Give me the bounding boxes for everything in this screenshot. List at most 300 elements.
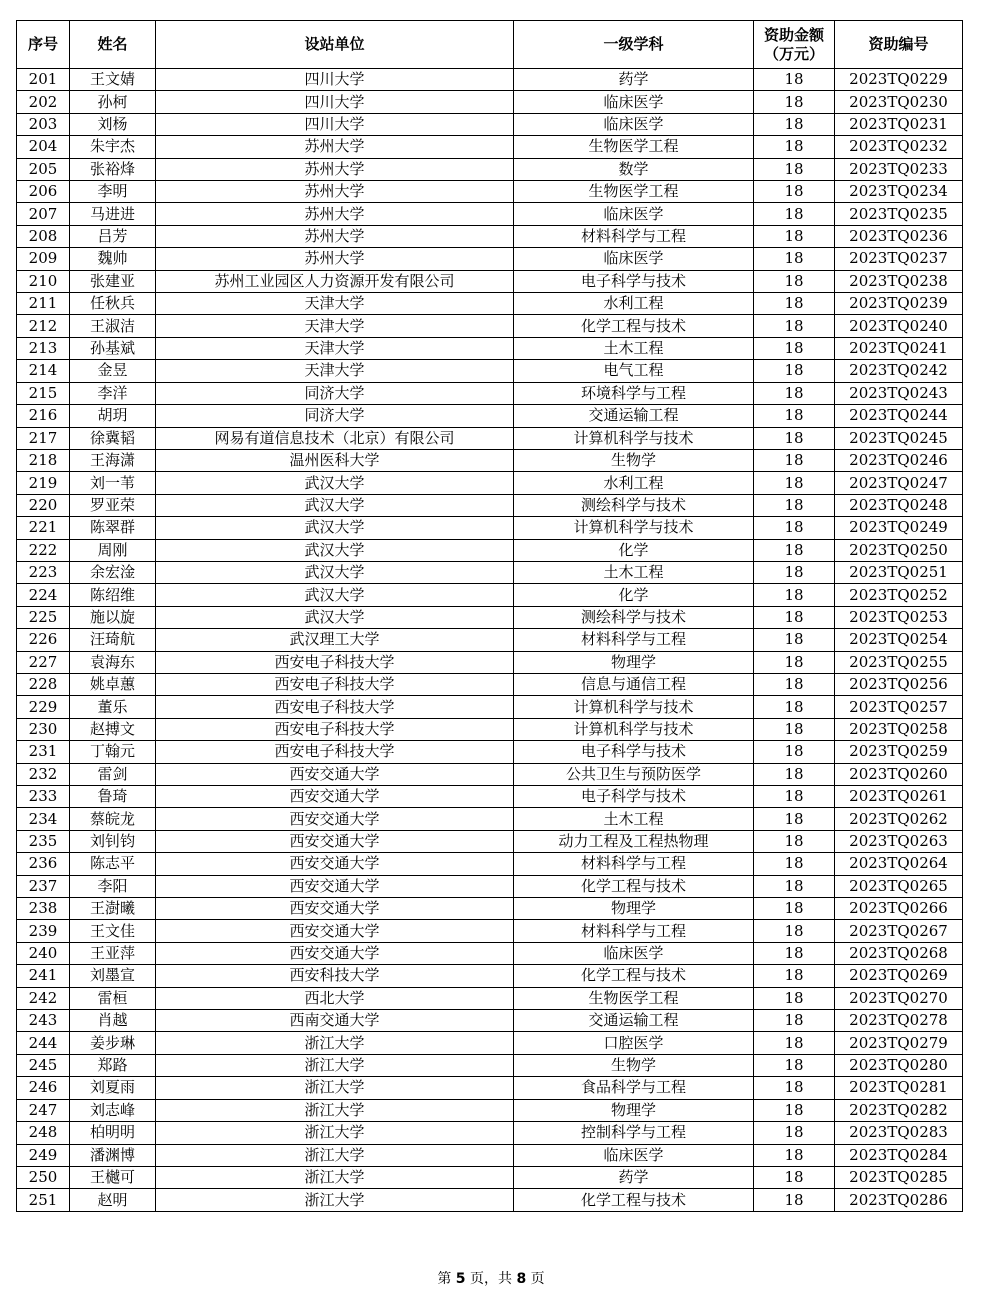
cell-grant-id: 2023TQ0252	[835, 584, 963, 606]
cell-amount: 18	[754, 158, 835, 180]
cell-index: 218	[17, 449, 70, 471]
cell-discipline: 临床医学	[514, 1144, 754, 1166]
cell-name: 任秋兵	[70, 293, 156, 315]
cell-grant-id: 2023TQ0243	[835, 382, 963, 404]
cell-grant-id: 2023TQ0230	[835, 91, 963, 113]
cell-amount: 18	[754, 584, 835, 606]
cell-amount: 18	[754, 113, 835, 135]
cell-grant-id: 2023TQ0245	[835, 427, 963, 449]
cell-institution: 天津大学	[156, 360, 514, 382]
cell-amount: 18	[754, 337, 835, 359]
cell-name: 丁翰元	[70, 741, 156, 763]
cell-amount: 18	[754, 225, 835, 247]
cell-index: 209	[17, 248, 70, 270]
cell-amount: 18	[754, 449, 835, 471]
cell-institution: 四川大学	[156, 91, 514, 113]
cell-index: 244	[17, 1032, 70, 1054]
cell-grant-id: 2023TQ0254	[835, 629, 963, 651]
cell-institution: 浙江大学	[156, 1144, 514, 1166]
table-row	[17, 1054, 963, 1076]
cell-institution: 西安电子科技大学	[156, 718, 514, 740]
cell-grant-id: 2023TQ0263	[835, 830, 963, 852]
table-row	[17, 920, 963, 942]
cell-grant-id: 2023TQ0232	[835, 136, 963, 158]
table-row	[17, 181, 963, 203]
cell-name: 魏帅	[70, 248, 156, 270]
cell-index: 211	[17, 293, 70, 315]
cell-amount: 18	[754, 360, 835, 382]
cell-name: 刘杨	[70, 113, 156, 135]
cell-index: 201	[17, 69, 70, 91]
cell-index: 242	[17, 987, 70, 1009]
cell-index: 234	[17, 808, 70, 830]
cell-institution: 浙江大学	[156, 1077, 514, 1099]
cell-institution: 西安电子科技大学	[156, 651, 514, 673]
cell-discipline: 药学	[514, 1166, 754, 1188]
cell-index: 237	[17, 875, 70, 897]
table-row	[17, 203, 963, 225]
cell-name: 孙柯	[70, 91, 156, 113]
table-row	[17, 472, 963, 494]
table-row	[17, 965, 963, 987]
cell-discipline: 物理学	[514, 1099, 754, 1121]
cell-discipline: 药学	[514, 69, 754, 91]
table-row	[17, 853, 963, 875]
cell-index: 231	[17, 741, 70, 763]
cell-amount: 18	[754, 1032, 835, 1054]
cell-discipline: 化学工程与技术	[514, 1189, 754, 1211]
cell-name: 陈绍维	[70, 584, 156, 606]
table-row	[17, 1166, 963, 1188]
cell-amount: 18	[754, 1077, 835, 1099]
cell-name: 徐冀韬	[70, 427, 156, 449]
funding-table	[16, 20, 963, 1212]
cell-institution: 西安科技大学	[156, 965, 514, 987]
cell-index: 251	[17, 1189, 70, 1211]
cell-discipline: 化学	[514, 584, 754, 606]
cell-name: 王文佳	[70, 920, 156, 942]
cell-grant-id: 2023TQ0229	[835, 69, 963, 91]
table-row	[17, 808, 963, 830]
cell-grant-id: 2023TQ0280	[835, 1054, 963, 1076]
cell-index: 247	[17, 1099, 70, 1121]
cell-index: 230	[17, 718, 70, 740]
cell-index: 228	[17, 673, 70, 695]
table-row	[17, 606, 963, 628]
cell-amount: 18	[754, 875, 835, 897]
cell-institution: 武汉大学	[156, 606, 514, 628]
cell-discipline: 公共卫生与预防医学	[514, 763, 754, 785]
cell-amount: 18	[754, 808, 835, 830]
cell-name: 刘志峰	[70, 1099, 156, 1121]
cell-amount: 18	[754, 965, 835, 987]
table-row	[17, 786, 963, 808]
table-row	[17, 1010, 963, 1032]
cell-grant-id: 2023TQ0231	[835, 113, 963, 135]
cell-amount: 18	[754, 987, 835, 1009]
cell-index: 226	[17, 629, 70, 651]
cell-institution: 武汉大学	[156, 539, 514, 561]
table-row	[17, 741, 963, 763]
cell-amount: 18	[754, 203, 835, 225]
cell-grant-id: 2023TQ0234	[835, 181, 963, 203]
table-row	[17, 673, 963, 695]
cell-name: 郑路	[70, 1054, 156, 1076]
cell-amount: 18	[754, 248, 835, 270]
cell-name: 柏明明	[70, 1122, 156, 1144]
footer-middle: 页，共	[465, 1271, 517, 1287]
cell-amount: 18	[754, 270, 835, 292]
cell-amount: 18	[754, 91, 835, 113]
cell-index: 203	[17, 113, 70, 135]
cell-discipline: 动力工程及工程热物理	[514, 830, 754, 852]
footer-total-pages: 8	[516, 1271, 527, 1287]
cell-institution: 西北大学	[156, 987, 514, 1009]
cell-name: 金昱	[70, 360, 156, 382]
cell-amount: 18	[754, 942, 835, 964]
cell-amount: 18	[754, 696, 835, 718]
cell-index: 206	[17, 181, 70, 203]
cell-institution: 浙江大学	[156, 1054, 514, 1076]
cell-grant-id: 2023TQ0255	[835, 651, 963, 673]
cell-name: 雷桓	[70, 987, 156, 1009]
cell-name: 鲁琦	[70, 786, 156, 808]
cell-discipline: 临床医学	[514, 942, 754, 964]
cell-grant-id: 2023TQ0237	[835, 248, 963, 270]
cell-discipline: 化学工程与技术	[514, 965, 754, 987]
cell-discipline: 电子科学与技术	[514, 270, 754, 292]
cell-name: 王淑洁	[70, 315, 156, 337]
cell-discipline: 材料科学与工程	[514, 225, 754, 247]
cell-grant-id: 2023TQ0267	[835, 920, 963, 942]
cell-amount: 18	[754, 382, 835, 404]
cell-grant-id: 2023TQ0261	[835, 786, 963, 808]
cell-index: 214	[17, 360, 70, 382]
cell-discipline: 电气工程	[514, 360, 754, 382]
cell-amount: 18	[754, 651, 835, 673]
cell-institution: 四川大学	[156, 113, 514, 135]
cell-name: 王亚萍	[70, 942, 156, 964]
cell-amount: 18	[754, 741, 835, 763]
cell-name: 刘钊钧	[70, 830, 156, 852]
table-row	[17, 136, 963, 158]
cell-institution: 同济大学	[156, 382, 514, 404]
cell-grant-id: 2023TQ0257	[835, 696, 963, 718]
table-row	[17, 561, 963, 583]
cell-index: 248	[17, 1122, 70, 1144]
table-row	[17, 696, 963, 718]
cell-amount: 18	[754, 494, 835, 516]
table-row	[17, 494, 963, 516]
cell-amount: 18	[754, 1099, 835, 1121]
cell-discipline: 临床医学	[514, 248, 754, 270]
cell-grant-id: 2023TQ0268	[835, 942, 963, 964]
cell-grant-id: 2023TQ0233	[835, 158, 963, 180]
cell-discipline: 土木工程	[514, 337, 754, 359]
cell-amount: 18	[754, 1189, 835, 1211]
cell-discipline: 食品科学与工程	[514, 1077, 754, 1099]
cell-grant-id: 2023TQ0262	[835, 808, 963, 830]
cell-discipline: 水利工程	[514, 293, 754, 315]
cell-index: 208	[17, 225, 70, 247]
cell-institution: 浙江大学	[156, 1122, 514, 1144]
table-row	[17, 987, 963, 1009]
cell-index: 219	[17, 472, 70, 494]
cell-name: 余宏淦	[70, 561, 156, 583]
cell-grant-id: 2023TQ0279	[835, 1032, 963, 1054]
cell-amount: 18	[754, 136, 835, 158]
cell-grant-id: 2023TQ0282	[835, 1099, 963, 1121]
cell-discipline: 计算机科学与技术	[514, 718, 754, 740]
table-row	[17, 337, 963, 359]
cell-amount: 18	[754, 673, 835, 695]
cell-index: 202	[17, 91, 70, 113]
cell-index: 223	[17, 561, 70, 583]
cell-index: 235	[17, 830, 70, 852]
table-row	[17, 405, 963, 427]
cell-discipline: 生物医学工程	[514, 181, 754, 203]
footer-prefix: 第	[437, 1271, 456, 1287]
header-amount-label: 资助金额	[763, 25, 824, 44]
cell-institution: 温州医科大学	[156, 449, 514, 471]
cell-grant-id: 2023TQ0253	[835, 606, 963, 628]
table-row	[17, 113, 963, 135]
footer-page-number: 5	[455, 1271, 466, 1287]
cell-institution: 浙江大学	[156, 1099, 514, 1121]
cell-index: 204	[17, 136, 70, 158]
table-body	[17, 69, 963, 1212]
table-row	[17, 158, 963, 180]
cell-amount: 18	[754, 920, 835, 942]
cell-grant-id: 2023TQ0260	[835, 763, 963, 785]
cell-discipline: 材料科学与工程	[514, 920, 754, 942]
cell-grant-id: 2023TQ0265	[835, 875, 963, 897]
cell-institution: 苏州大学	[156, 181, 514, 203]
cell-discipline: 临床医学	[514, 91, 754, 113]
cell-discipline: 口腔医学	[514, 1032, 754, 1054]
cell-index: 227	[17, 651, 70, 673]
page-footer	[0, 1268, 982, 1288]
cell-grant-id: 2023TQ0248	[835, 494, 963, 516]
cell-institution: 西安交通大学	[156, 830, 514, 852]
cell-amount: 18	[754, 786, 835, 808]
cell-index: 216	[17, 405, 70, 427]
cell-name: 潘渊博	[70, 1144, 156, 1166]
cell-index: 238	[17, 898, 70, 920]
table-row	[17, 449, 963, 471]
cell-discipline: 临床医学	[514, 113, 754, 135]
cell-name: 周刚	[70, 539, 156, 561]
cell-institution: 天津大学	[156, 315, 514, 337]
cell-discipline: 生物学	[514, 1054, 754, 1076]
cell-discipline: 生物学	[514, 449, 754, 471]
cell-institution: 四川大学	[156, 69, 514, 91]
cell-institution: 苏州大学	[156, 158, 514, 180]
cell-discipline: 交通运输工程	[514, 1010, 754, 1032]
cell-grant-id: 2023TQ0242	[835, 360, 963, 382]
cell-grant-id: 2023TQ0286	[835, 1189, 963, 1211]
cell-name: 王海潇	[70, 449, 156, 471]
table-row	[17, 1122, 963, 1144]
table-row	[17, 830, 963, 852]
cell-institution: 西安交通大学	[156, 763, 514, 785]
cell-name: 陈志平	[70, 853, 156, 875]
cell-grant-id: 2023TQ0284	[835, 1144, 963, 1166]
table-row	[17, 1144, 963, 1166]
cell-discipline: 计算机科学与技术	[514, 427, 754, 449]
cell-discipline: 数学	[514, 158, 754, 180]
cell-institution: 武汉理工大学	[156, 629, 514, 651]
header-name: 姓名	[70, 21, 156, 69]
cell-amount: 18	[754, 181, 835, 203]
cell-discipline: 生物医学工程	[514, 987, 754, 1009]
cell-amount: 18	[754, 606, 835, 628]
cell-name: 姜步琳	[70, 1032, 156, 1054]
cell-index: 232	[17, 763, 70, 785]
table-row	[17, 517, 963, 539]
cell-discipline: 材料科学与工程	[514, 629, 754, 651]
cell-grant-id: 2023TQ0281	[835, 1077, 963, 1099]
cell-grant-id: 2023TQ0269	[835, 965, 963, 987]
cell-index: 240	[17, 942, 70, 964]
cell-discipline: 计算机科学与技术	[514, 517, 754, 539]
cell-name: 李阳	[70, 875, 156, 897]
cell-index: 210	[17, 270, 70, 292]
cell-index: 212	[17, 315, 70, 337]
cell-discipline: 物理学	[514, 651, 754, 673]
cell-amount: 18	[754, 1122, 835, 1144]
cell-discipline: 生物医学工程	[514, 136, 754, 158]
cell-grant-id: 2023TQ0258	[835, 718, 963, 740]
cell-institution: 西安电子科技大学	[156, 741, 514, 763]
header-amount	[754, 21, 835, 69]
cell-name: 姚卓蕙	[70, 673, 156, 695]
cell-institution: 同济大学	[156, 405, 514, 427]
cell-institution: 天津大学	[156, 293, 514, 315]
cell-amount: 18	[754, 830, 835, 852]
cell-institution: 武汉大学	[156, 494, 514, 516]
cell-index: 233	[17, 786, 70, 808]
cell-amount: 18	[754, 898, 835, 920]
cell-amount: 18	[754, 561, 835, 583]
cell-grant-id: 2023TQ0250	[835, 539, 963, 561]
table-row	[17, 360, 963, 382]
table-row	[17, 270, 963, 292]
cell-institution: 西安交通大学	[156, 898, 514, 920]
header-row	[17, 21, 963, 69]
cell-grant-id: 2023TQ0235	[835, 203, 963, 225]
cell-index: 205	[17, 158, 70, 180]
cell-name: 赵搏文	[70, 718, 156, 740]
cell-name: 张裕烽	[70, 158, 156, 180]
cell-institution: 西安电子科技大学	[156, 673, 514, 695]
cell-grant-id: 2023TQ0239	[835, 293, 963, 315]
cell-grant-id: 2023TQ0240	[835, 315, 963, 337]
cell-amount: 18	[754, 315, 835, 337]
table-row	[17, 718, 963, 740]
cell-index: 249	[17, 1144, 70, 1166]
cell-institution: 西安交通大学	[156, 786, 514, 808]
table-row	[17, 898, 963, 920]
table-row	[17, 539, 963, 561]
cell-index: 229	[17, 696, 70, 718]
cell-index: 245	[17, 1054, 70, 1076]
cell-institution: 浙江大学	[156, 1032, 514, 1054]
cell-amount: 18	[754, 629, 835, 651]
cell-name: 王文婧	[70, 69, 156, 91]
cell-discipline: 控制科学与工程	[514, 1122, 754, 1144]
header-index: 序号	[17, 21, 70, 69]
cell-grant-id: 2023TQ0264	[835, 853, 963, 875]
cell-grant-id: 2023TQ0278	[835, 1010, 963, 1032]
cell-index: 250	[17, 1166, 70, 1188]
cell-institution: 苏州大学	[156, 136, 514, 158]
cell-name: 朱宇杰	[70, 136, 156, 158]
table-row	[17, 1099, 963, 1121]
cell-name: 刘墨宣	[70, 965, 156, 987]
header-amount-unit: （万元）	[763, 44, 824, 63]
cell-grant-id: 2023TQ0251	[835, 561, 963, 583]
footer-suffix: 页	[526, 1271, 545, 1287]
cell-discipline: 环境科学与工程	[514, 382, 754, 404]
cell-name: 雷剑	[70, 763, 156, 785]
cell-name: 汪琦航	[70, 629, 156, 651]
cell-grant-id: 2023TQ0249	[835, 517, 963, 539]
cell-name: 罗亚荣	[70, 494, 156, 516]
cell-grant-id: 2023TQ0259	[835, 741, 963, 763]
table-row	[17, 315, 963, 337]
cell-index: 224	[17, 584, 70, 606]
cell-grant-id: 2023TQ0241	[835, 337, 963, 359]
cell-grant-id: 2023TQ0246	[835, 449, 963, 471]
cell-index: 217	[17, 427, 70, 449]
cell-name: 李明	[70, 181, 156, 203]
cell-index: 220	[17, 494, 70, 516]
cell-discipline: 土木工程	[514, 561, 754, 583]
cell-name: 董乐	[70, 696, 156, 718]
cell-discipline: 信息与通信工程	[514, 673, 754, 695]
cell-institution: 苏州大学	[156, 203, 514, 225]
table-row	[17, 382, 963, 404]
cell-amount: 18	[754, 853, 835, 875]
table-row	[17, 763, 963, 785]
cell-institution: 网易有道信息技术（北京）有限公司	[156, 427, 514, 449]
table-row	[17, 293, 963, 315]
cell-institution: 西安交通大学	[156, 808, 514, 830]
cell-discipline: 测绘科学与技术	[514, 606, 754, 628]
table-row	[17, 584, 963, 606]
cell-discipline: 电子科学与技术	[514, 786, 754, 808]
cell-name: 李洋	[70, 382, 156, 404]
table-row	[17, 248, 963, 270]
cell-amount: 18	[754, 517, 835, 539]
table-row	[17, 1077, 963, 1099]
cell-index: 215	[17, 382, 70, 404]
cell-index: 213	[17, 337, 70, 359]
table-row	[17, 225, 963, 247]
table-row	[17, 427, 963, 449]
cell-amount: 18	[754, 539, 835, 561]
cell-institution: 武汉大学	[156, 584, 514, 606]
cell-amount: 18	[754, 1054, 835, 1076]
table-row	[17, 69, 963, 91]
cell-institution: 武汉大学	[156, 561, 514, 583]
cell-index: 243	[17, 1010, 70, 1032]
cell-discipline: 水利工程	[514, 472, 754, 494]
cell-name: 陈翠群	[70, 517, 156, 539]
table-row	[17, 875, 963, 897]
cell-name: 赵明	[70, 1189, 156, 1211]
